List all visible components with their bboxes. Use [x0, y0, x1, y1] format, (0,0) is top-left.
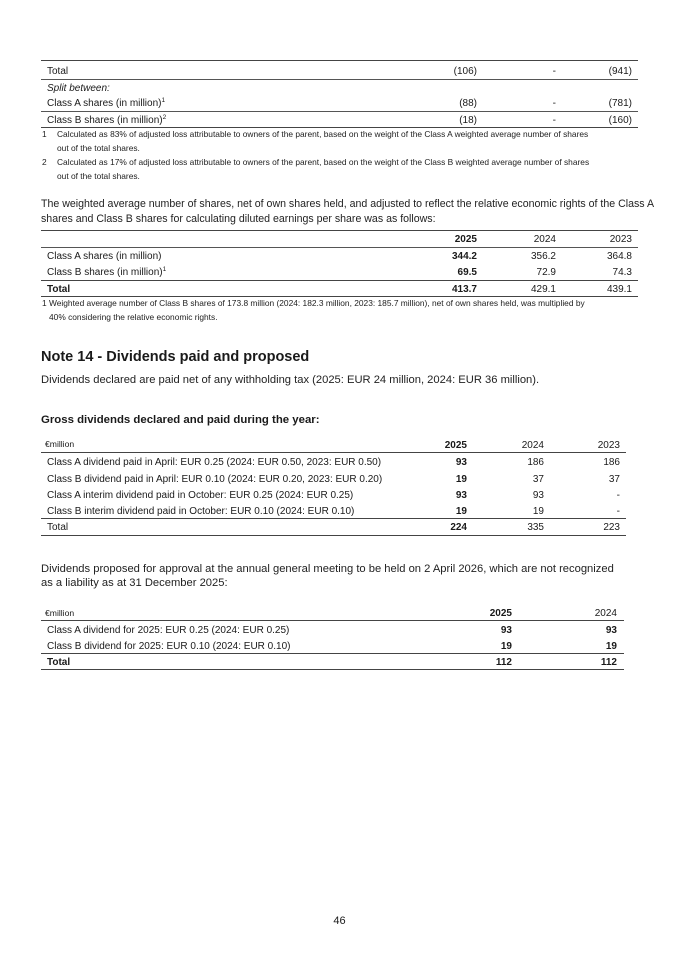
cell-value: 413.7 — [451, 284, 477, 295]
unit-label: €million — [45, 608, 75, 618]
top-total-2025: (106) — [453, 66, 477, 77]
cell-value: 19 — [455, 474, 467, 485]
intro-paragraph-line: The weighted average number of shares, net of own shares held, and adjusted to reflect the relative economic rights of the Class A — [41, 198, 655, 210]
table-row: Class A dividend paid in April: EUR 0.25 (2024: EUR 0.50, 2023: EUR 0.50) — [47, 457, 382, 468]
column-header: 2025 — [454, 234, 477, 245]
note-intro: Dividends declared are paid net of any withholding tax (2025: EUR 24 million, 2024: EUR 36 million). — [41, 374, 540, 386]
cell-value: 19 — [500, 641, 512, 652]
footnote-text: out of the total shares. — [57, 143, 140, 153]
divider — [41, 247, 638, 248]
divider — [41, 280, 638, 281]
divider — [41, 79, 638, 80]
cell-value: 93 — [605, 625, 617, 636]
divider — [41, 620, 624, 621]
cell-value: (88) — [459, 98, 477, 109]
cell-value: 93 — [455, 490, 467, 501]
proposed-paragraph-line: Dividends proposed for approval at the annual general meeting to be held on 2 April 2026, which are not recognized — [41, 563, 614, 575]
intro-paragraph-line: shares and Class B shares for calculating diluted earnings per share was as follows: — [41, 213, 436, 225]
table-row: Class B interim dividend paid in October: EUR 0.10 (2024: EUR 0.10) — [47, 506, 355, 517]
table-row: Class B shares (in million)$^2$ — [47, 114, 167, 126]
cell-value: 19 — [532, 506, 544, 517]
cell-value: 93 — [455, 457, 467, 468]
footnote-mark: 1 — [42, 298, 47, 308]
cell-value: 19 — [605, 641, 617, 652]
proposed-paragraph-line: as a liability as at 31 December 2025: — [41, 577, 228, 589]
divider — [41, 669, 624, 670]
page-number: 46 — [333, 915, 346, 927]
cell-value: 112 — [495, 657, 512, 668]
page-title: Note 14 - Dividends paid and proposed — [41, 349, 310, 365]
cell-value: 356.2 — [530, 251, 556, 262]
cell-value: - — [616, 490, 620, 501]
cell-value: 344.2 — [451, 251, 477, 262]
cell-value: 186 — [603, 457, 620, 468]
footnote-mark: 1 — [42, 129, 47, 139]
shares-total-label: Total — [47, 284, 71, 295]
cell-value: - — [552, 98, 556, 109]
divider — [41, 653, 624, 654]
footnote-text: Calculated as 17% of adjusted loss attributable to owners of the parent, based on the weight of the Class B weighted average number of shares — [57, 157, 590, 167]
top-total-label: Total — [47, 66, 69, 77]
cell-value: 439.1 — [606, 284, 632, 295]
cell-value: 93 — [500, 625, 512, 636]
cell-value: - — [552, 115, 556, 126]
cell-value: 224 — [450, 522, 467, 533]
column-header: 2023 — [597, 440, 620, 451]
divider — [41, 230, 638, 231]
footnote-text: 40% considering the relative economic rights. — [49, 312, 218, 322]
unit-label: €million — [45, 439, 75, 449]
split-label: Split between: — [47, 83, 110, 94]
cell-value: 37 — [608, 474, 620, 485]
column-header: 2024 — [594, 608, 617, 619]
cell-value: - — [616, 506, 620, 517]
cell-value: (18) — [459, 115, 477, 126]
top-total-2023: (941) — [608, 66, 632, 77]
footnote-mark: 2 — [42, 157, 47, 167]
footnote-text: Weighted average number of Class B shares of 173.8 million (2024: 182.3 million, 2023: 185.7 million), net of own shares held, was multiplied by — [49, 298, 585, 308]
column-header: 2024 — [533, 234, 556, 245]
column-header: 2024 — [521, 440, 544, 451]
footnote-text: out of the total shares. — [57, 171, 140, 181]
cell-value: 186 — [527, 457, 544, 468]
table-row: Class A shares (in million)$^1$ — [47, 97, 166, 109]
cell-value: (781) — [608, 98, 632, 109]
table-row: Class A shares (in million) — [47, 251, 162, 262]
table-row: Class B dividend for 2025: EUR 0.10 (2024: EUR 0.10) — [47, 641, 291, 652]
divider — [41, 452, 626, 453]
column-header: 2025 — [444, 440, 467, 451]
section-heading: Gross dividends declared and paid during the year: — [41, 414, 320, 426]
gross-total-label: Total — [47, 522, 69, 533]
cell-value: 72.9 — [536, 267, 556, 278]
cell-value: 364.8 — [606, 251, 632, 262]
divider — [41, 518, 626, 519]
cell-value: 74.3 — [612, 267, 632, 278]
column-header: 2023 — [609, 234, 632, 245]
table-row: Class B shares (in million)$^1$ — [47, 266, 167, 278]
table-row: Class B dividend paid in April: EUR 0.10 (2024: EUR 0.20, 2023: EUR 0.20) — [47, 474, 383, 485]
cell-value: 93 — [532, 490, 544, 501]
cell-value: 69.5 — [457, 267, 477, 278]
cell-value: 19 — [455, 506, 467, 517]
divider — [41, 111, 638, 112]
top-total-2024: - — [552, 66, 556, 77]
cell-value: 429.1 — [530, 284, 556, 295]
footnote-text: Calculated as 83% of adjusted loss attributable to owners of the parent, based on the weight of the Class A weighted average number of shares — [57, 129, 589, 139]
cell-value: 335 — [527, 522, 544, 533]
table-row: Class A dividend for 2025: EUR 0.25 (2024: EUR 0.25) — [47, 625, 290, 636]
table-top-rule — [41, 60, 638, 61]
proposed-total-label: Total — [47, 657, 71, 668]
cell-value: 112 — [600, 657, 617, 668]
cell-value: 37 — [532, 474, 544, 485]
column-header: 2025 — [489, 608, 512, 619]
cell-value: (160) — [608, 115, 632, 126]
divider — [41, 535, 626, 536]
cell-value: 223 — [603, 522, 620, 533]
table-row: Class A interim dividend paid in October: EUR 0.25 (2024: EUR 0.25) — [47, 490, 354, 501]
